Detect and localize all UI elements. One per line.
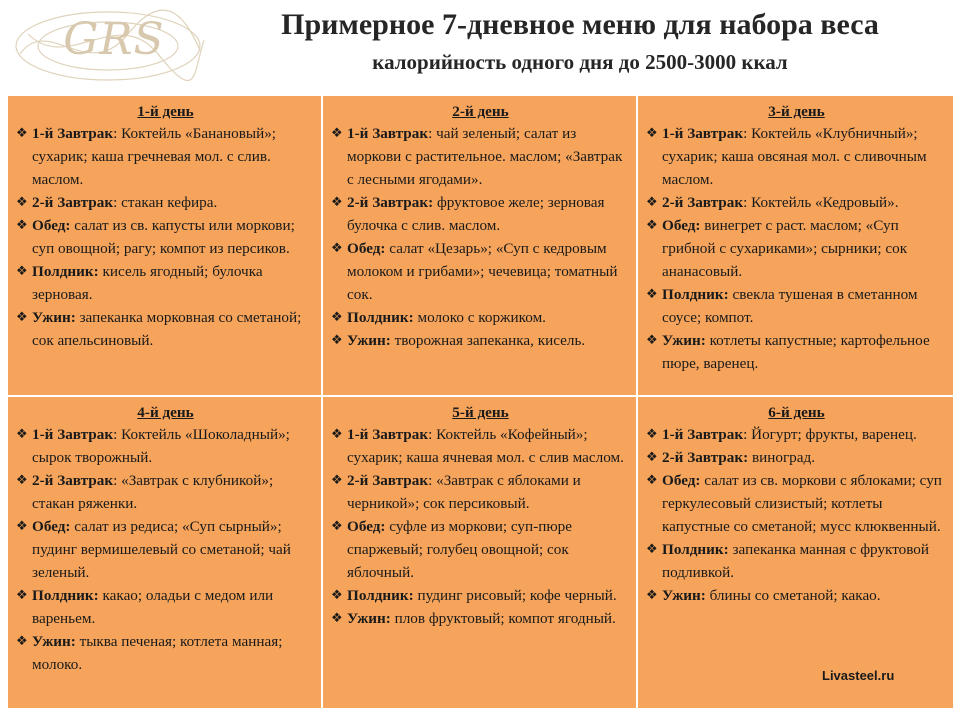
meal-item — [331, 515, 630, 584]
meal-text: салат из св. моркови с яблоками; суп геркулесовый слизистый; котлеты капустные со сметаной; мусс клюквенный. — [662, 472, 942, 535]
meal-item — [331, 469, 630, 515]
meal-text: запеканка манная с фруктовой подливкой. — [662, 541, 930, 581]
day-card — [638, 96, 953, 397]
meal-item — [331, 423, 630, 469]
meal-text: «Завтрак с клубникой»; стакан ряженки. — [32, 472, 274, 512]
meal-label: Ужин: — [347, 332, 391, 349]
logo-text: GRS — [63, 14, 165, 65]
day-card — [8, 397, 323, 708]
meal-label: Полдник: — [662, 286, 729, 303]
diamond-bullet-icon: ❖ — [331, 473, 343, 488]
meal-separator: : — [743, 426, 748, 443]
diamond-bullet-icon: ❖ — [646, 588, 658, 603]
meal-label: Ужин: — [662, 587, 706, 604]
meal-text: блины со сметаной; какао. — [705, 587, 881, 604]
diamond-bullet-icon: ❖ — [331, 519, 343, 534]
meal-label: 1-й Завтрак — [32, 125, 114, 142]
meal-label: Обед: — [32, 217, 71, 234]
meal-separator: : — [113, 472, 118, 489]
diamond-bullet-icon: ❖ — [331, 333, 343, 348]
meal-label: Ужин: — [32, 309, 76, 326]
meal-item — [16, 306, 315, 352]
meal-item — [331, 306, 630, 329]
meal-item — [16, 214, 315, 260]
diamond-bullet-icon: ❖ — [646, 126, 658, 141]
meal-item — [331, 607, 630, 630]
meal-item — [16, 191, 315, 214]
meal-item — [646, 122, 947, 191]
meal-separator: : — [428, 426, 433, 443]
meal-item — [16, 122, 315, 191]
meal-item — [646, 584, 947, 607]
diamond-bullet-icon: ❖ — [331, 195, 343, 210]
meal-label: Полдник: — [347, 587, 414, 604]
meal-text: творожная запеканка, кисель. — [390, 332, 586, 349]
meal-label: 2-й Завтрак: — [662, 449, 749, 466]
diamond-bullet-icon: ❖ — [16, 427, 28, 442]
diamond-bullet-icon: ❖ — [646, 333, 658, 348]
diamond-bullet-icon: ❖ — [646, 195, 658, 210]
diamond-bullet-icon: ❖ — [16, 588, 28, 603]
diamond-bullet-icon: ❖ — [331, 310, 343, 325]
meal-item — [331, 329, 630, 352]
meal-text: стакан кефира. — [117, 194, 218, 211]
meal-separator: : — [743, 125, 748, 142]
meal-text: суфле из моркови; суп-пюре спаржевый; голубец овощной; сок яблочный. — [347, 518, 572, 581]
meal-label: Обед: — [662, 472, 701, 489]
meal-text: салат «Цезарь»; «Суп с кедровым молоком и грибами»; чечевица; томатный сок. — [347, 240, 618, 303]
day-card — [323, 397, 638, 708]
meal-text: фруктовое желе; зерновая булочка с слив. маслом. — [347, 194, 605, 234]
meal-separator: : — [113, 194, 118, 211]
meal-item — [646, 283, 947, 329]
meal-text: Коктейль «Кофейный»; сухарик; каша ячневая мол. с слив маслом. — [347, 426, 624, 466]
meal-text: винегрет с раст. маслом; «Суп грибной с сухариками»; сырники; сок ананасовый. — [662, 217, 908, 280]
meal-text: чай зеленый; салат из моркови с растительное. маслом; «Завтрак с лесными ягодами». — [347, 125, 623, 188]
meal-text: запеканка морковная со сметаной; сок апельсиновый. — [32, 309, 302, 349]
diamond-bullet-icon: ❖ — [646, 473, 658, 488]
meal-text: салат из св. капусты или моркови; суп овощной; рагу; компот из персиков. — [32, 217, 295, 257]
day-card — [638, 397, 953, 708]
day-title: 6-й день — [768, 404, 825, 421]
diamond-bullet-icon: ❖ — [331, 126, 343, 141]
diamond-bullet-icon: ❖ — [646, 218, 658, 233]
meal-text: пудинг рисовый; кофе черный. — [413, 587, 617, 604]
meal-item — [646, 329, 947, 375]
meal-label: Ужин: — [347, 610, 391, 627]
meal-label: 2-й Завтрак — [32, 472, 114, 489]
meal-item — [331, 122, 630, 191]
diamond-bullet-icon: ❖ — [331, 241, 343, 256]
day-card — [8, 96, 323, 397]
meal-text: «Завтрак с яблоками и черникой»; сок персиковый. — [347, 472, 581, 512]
meal-item — [646, 538, 947, 584]
diamond-bullet-icon: ❖ — [331, 611, 343, 626]
meal-text: Йогурт; фрукты, варенец. — [747, 426, 917, 443]
meal-text: Коктейль «Кедровый». — [747, 194, 899, 211]
meal-label: 2-й Завтрак: — [347, 194, 434, 211]
day-card — [323, 96, 638, 397]
meal-label: 1-й Завтрак — [347, 426, 429, 443]
menu-grid — [8, 96, 953, 708]
meal-text: тыква печеная; котлета манная; молоко. — [32, 633, 283, 673]
diamond-bullet-icon: ❖ — [16, 126, 28, 141]
meal-item — [646, 423, 947, 446]
meal-text: молоко с коржиком. — [413, 309, 546, 326]
meal-text: плов фруктовый; компот ягодный. — [390, 610, 616, 627]
meal-label: 1-й Завтрак — [662, 125, 744, 142]
meal-item — [16, 469, 315, 515]
diamond-bullet-icon: ❖ — [16, 634, 28, 649]
meal-item — [331, 237, 630, 306]
meal-item — [331, 191, 630, 237]
meal-text: какао; оладьи с медом или вареньем. — [32, 587, 274, 627]
meal-label: Обед: — [662, 217, 701, 234]
meal-text: Коктейль «Банановый»; сухарик; каша гречневая мол. с слив. маслом. — [32, 125, 277, 188]
meal-label: Ужин: — [32, 633, 76, 650]
page-subtitle: калорийность одного дня до 2500-3000 ккал — [372, 50, 788, 74]
meal-label: Полдник: — [32, 263, 99, 280]
day-title: 2-й день — [452, 103, 509, 120]
diamond-bullet-icon: ❖ — [16, 310, 28, 325]
meal-separator: : — [428, 125, 433, 142]
meal-item — [646, 191, 947, 214]
meal-label: Полдник: — [32, 587, 99, 604]
meal-separator: : — [428, 472, 433, 489]
meal-label: Обед: — [32, 518, 71, 535]
meal-label: 2-й Завтрак — [662, 194, 744, 211]
meal-label: 1-й Завтрак — [347, 125, 429, 142]
meal-item — [16, 630, 315, 676]
day-title: 1-й день — [137, 103, 194, 120]
meal-separator: : — [743, 194, 748, 211]
meal-item — [646, 446, 947, 469]
diamond-bullet-icon: ❖ — [16, 195, 28, 210]
meal-label: Обед: — [347, 240, 386, 257]
diamond-bullet-icon: ❖ — [331, 427, 343, 442]
meal-separator: : — [113, 426, 118, 443]
meal-text: свекла тушеная в сметанном соусе; компот. — [662, 286, 918, 326]
page-title: Примерное 7-дневное меню для набора веса — [281, 8, 879, 41]
meal-label: Обед: — [347, 518, 386, 535]
meal-item — [16, 260, 315, 306]
diamond-bullet-icon: ❖ — [646, 542, 658, 557]
meal-text: салат из редиса; «Суп сырный»; пудинг вермишелевый со сметаной; чай зеленый. — [32, 518, 291, 581]
meal-label: 2-й Завтрак — [32, 194, 114, 211]
meal-item — [646, 214, 947, 283]
meal-item — [16, 515, 315, 584]
logo — [8, 4, 208, 88]
diamond-bullet-icon: ❖ — [16, 519, 28, 534]
day-title: 5-й день — [452, 404, 509, 421]
day-title: 4-й день — [137, 404, 194, 421]
diamond-bullet-icon: ❖ — [16, 264, 28, 279]
meal-label: 1-й Завтрак — [662, 426, 744, 443]
meal-item — [16, 584, 315, 630]
diamond-bullet-icon: ❖ — [16, 473, 28, 488]
diamond-bullet-icon: ❖ — [16, 218, 28, 233]
meal-item — [331, 584, 630, 607]
meal-label: Полдник: — [662, 541, 729, 558]
watermark: Livasteel.ru — [822, 668, 895, 683]
meal-text: кисель ягодный; булочка зерновая. — [32, 263, 263, 303]
diamond-bullet-icon: ❖ — [331, 588, 343, 603]
meal-separator: : — [113, 125, 118, 142]
diamond-bullet-icon: ❖ — [646, 427, 658, 442]
meal-item — [646, 469, 947, 538]
diamond-bullet-icon: ❖ — [646, 287, 658, 302]
meal-label: Ужин: — [662, 332, 706, 349]
meal-label: Полдник: — [347, 309, 414, 326]
meal-label: 2-й Завтрак — [347, 472, 429, 489]
meal-text: виноград. — [748, 449, 816, 466]
diamond-bullet-icon: ❖ — [646, 450, 658, 465]
meal-item — [16, 423, 315, 469]
meal-label: 1-й Завтрак — [32, 426, 114, 443]
meal-text: Коктейль «Клубничный»; сухарик; каша овсяная мол. с сливочным маслом. — [662, 125, 927, 188]
day-title: 3-й день — [768, 103, 825, 120]
meal-text: Коктейль «Шоколадный»; сырок творожный. — [32, 426, 290, 466]
meal-text: котлеты капустные; картофельное пюре, варенец. — [662, 332, 930, 372]
